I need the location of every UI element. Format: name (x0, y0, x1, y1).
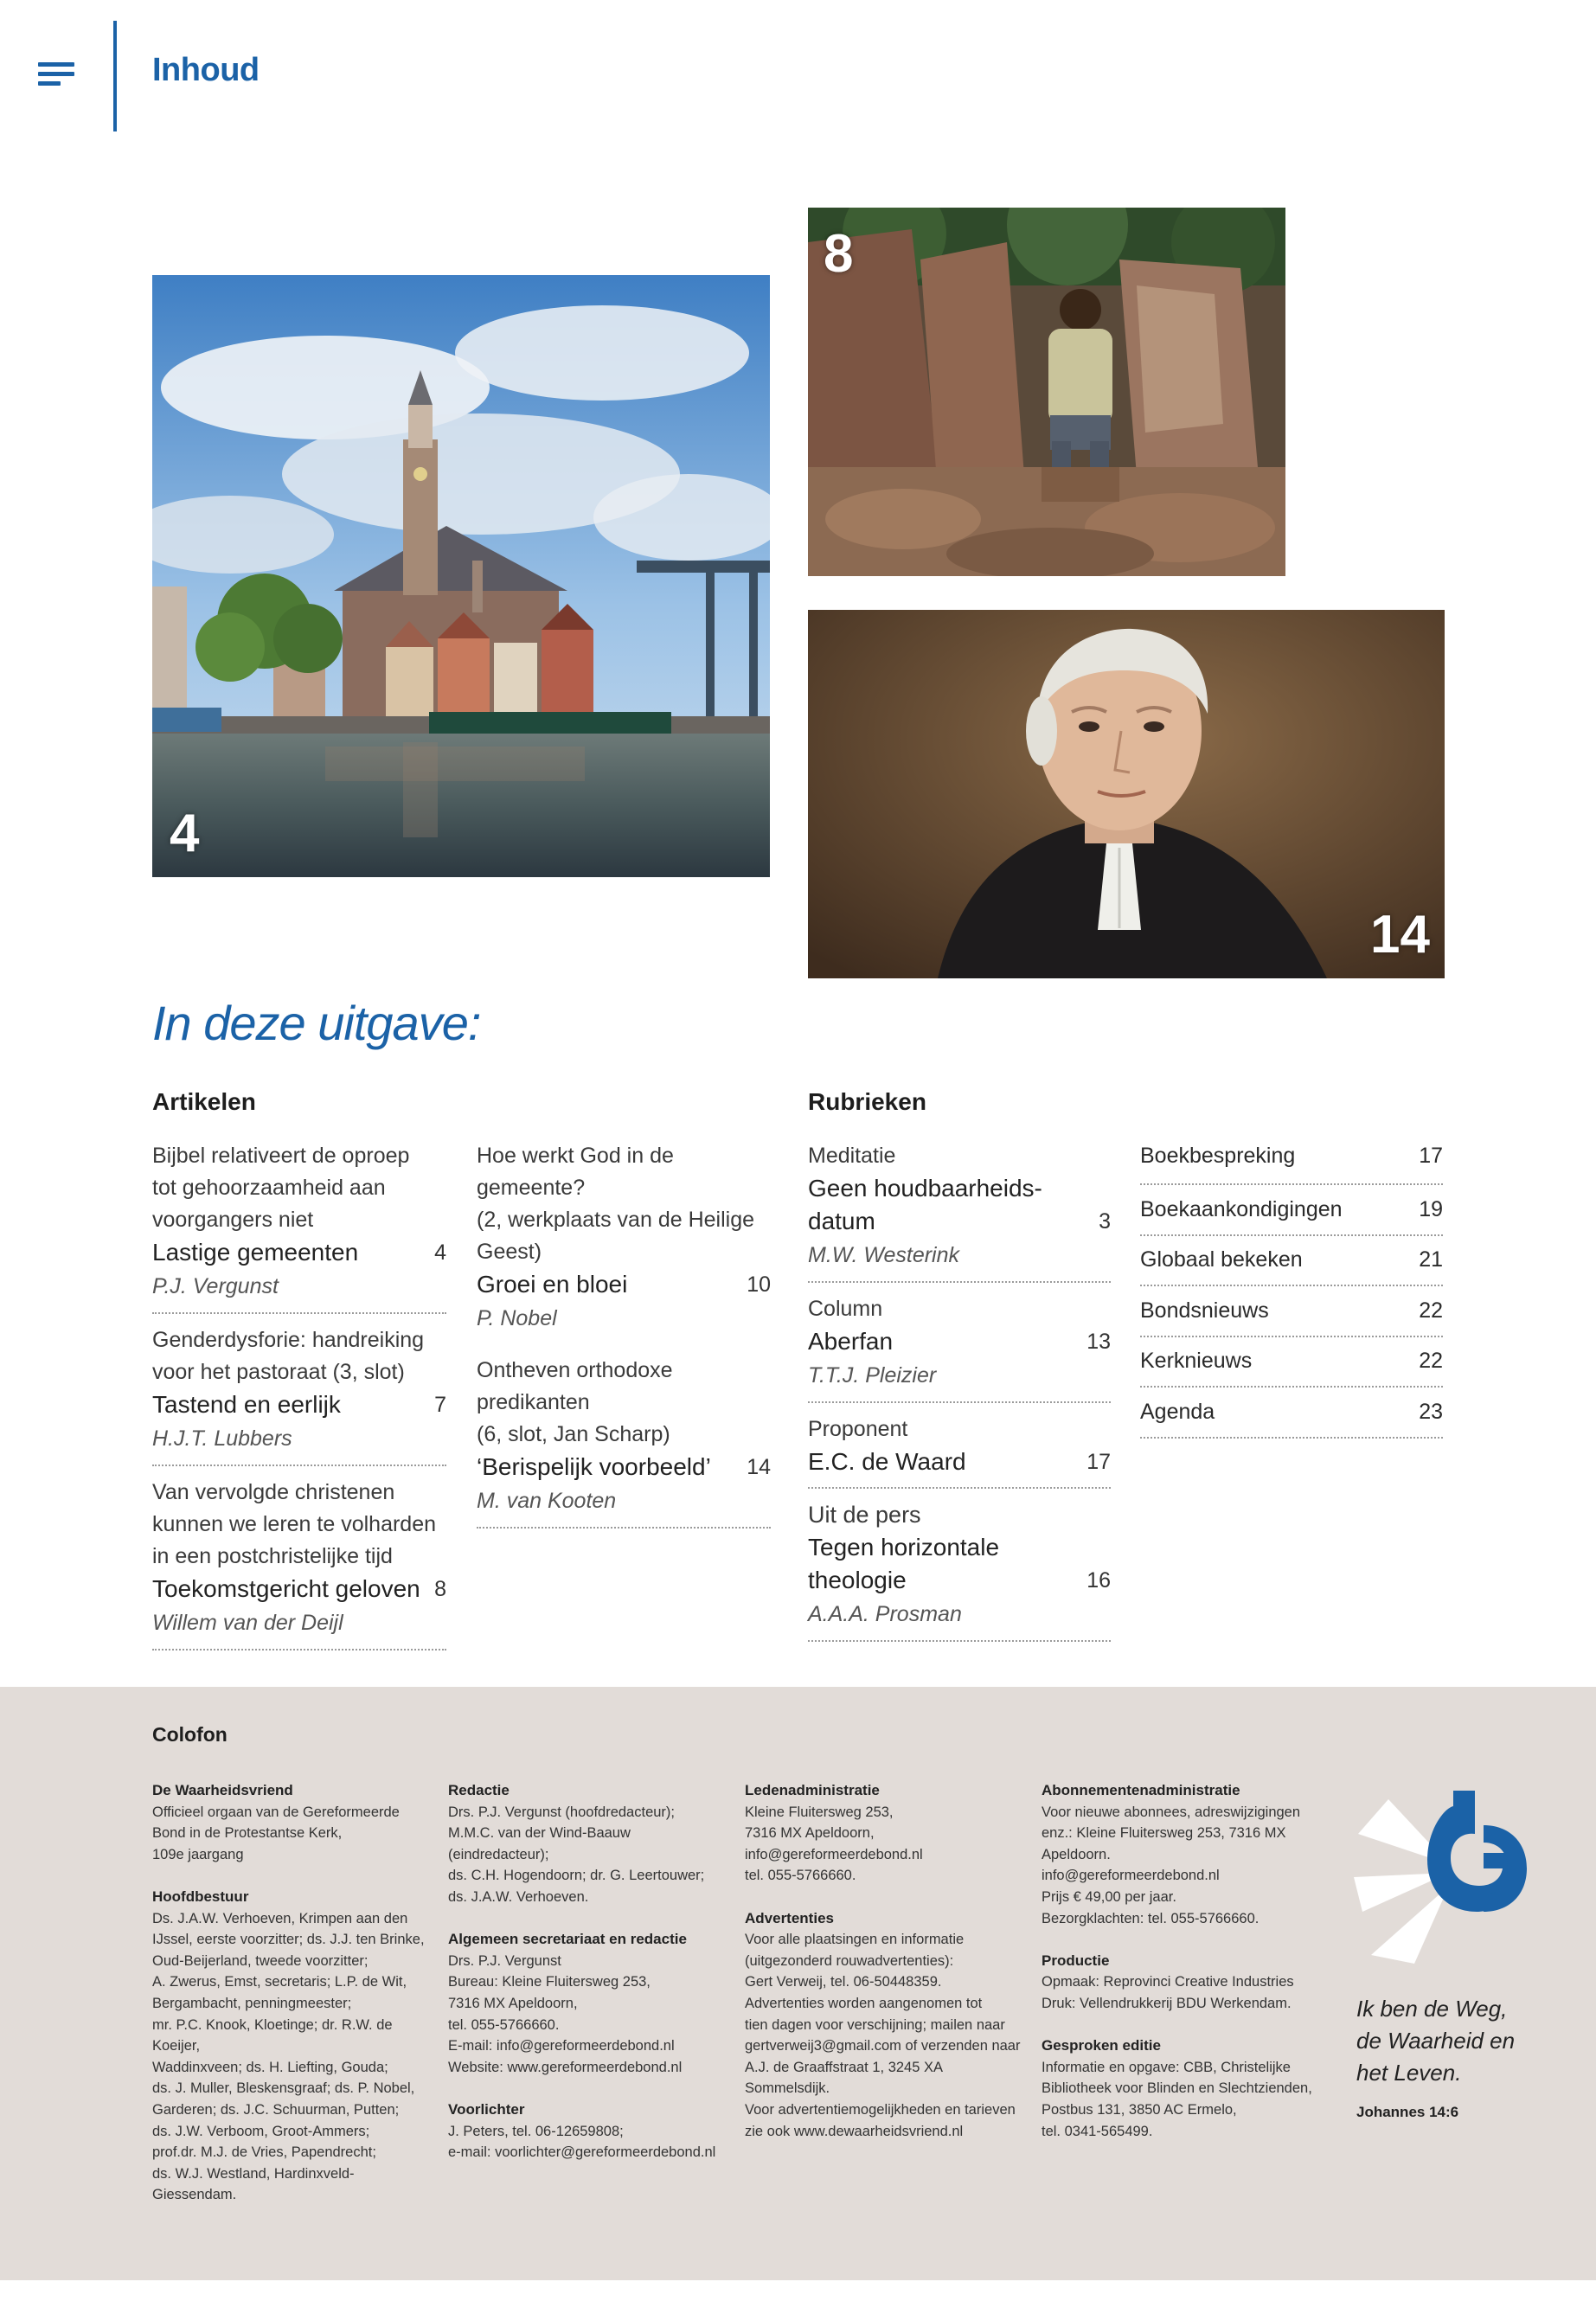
photo-church-harbour[interactable] (152, 275, 770, 877)
portrait-illustration (808, 610, 1445, 978)
colofon-block: Voorlichter J. Peters, tel. 06-12659808; e-mail: voorlichter@gereformeerdebond.nl (448, 2100, 716, 2161)
colofon-block: Redactie Drs. P.J. Vergunst (hoofdredacteur); M.M.C. van der Wind-Baauw (eindredacteur); ds. C.H. Hogendoorn; dr. G. Leertouwer; ds. J.A.W. Verhoeven. (448, 1782, 705, 1905)
rubriek-list-item[interactable]: Boekaankondigingen 19 (1140, 1185, 1443, 1236)
article-author: P. Nobel (477, 1306, 557, 1330)
article-title: Groei en bloei (477, 1271, 628, 1298)
rubriek-kicker: Meditatie (808, 1144, 896, 1168)
page-number-label: 14 (1370, 905, 1430, 965)
articles-column-2 (477, 1140, 771, 1539)
article-title: Tastend en eerlijk (152, 1391, 341, 1418)
article-kicker: Ontheven orthodoxe predikanten (6, slot, Jan Scharp) (477, 1358, 673, 1446)
colofon-block: Algemeen secretariaat en redactie Drs. P.J. Vergunst Bureau: Kleine Fluitersweg 253, 7316 MX Apeldoorn, tel. 055-5766660. E-mail: info@gereformeerdebond.nl Website: www.gereformeerdebond.nl (448, 1931, 687, 2075)
rubriek-kicker: Uit de pers (808, 1502, 921, 1528)
bible-quote: Ik ben de Weg, de Waarheid en het Leven. (1356, 1996, 1516, 2086)
photo-portrait[interactable] (808, 610, 1445, 978)
rubriek-entry[interactable] (808, 1499, 1111, 1642)
rubriek-entry[interactable] (808, 1413, 1111, 1489)
rubriek-title: Geen houdbaarheids- datum (808, 1175, 1042, 1234)
rubrieken-column-1 (808, 1140, 1111, 1652)
menu-icon[interactable] (38, 62, 74, 90)
rubriek-title: E.C. de Waard (808, 1448, 966, 1475)
rubriek-title: Aberfan (808, 1328, 894, 1355)
rubriek-entry[interactable] (808, 1140, 1111, 1283)
ruins-illustration (808, 208, 1285, 576)
article-title: Lastige gemeenten (152, 1239, 359, 1266)
article-page: 7 (434, 1393, 446, 1417)
article-kicker: Bijbel relativeert de oproep tot gehoorzaamheid aan voorgangers niet (152, 1144, 410, 1232)
article-page: 14 (747, 1455, 771, 1479)
colofon-block: Abonnementenadministratie Voor nieuwe abonnees, adreswijzigingen enz.: Kleine Fluitersweg 253, 7316 MX Apeldoorn. info@gereformeerdebond.nl Prijs € 49,00 per jaar. Bezorgklachten: tel. 055-5766660. (1042, 1782, 1301, 1926)
colofon-column-2 (448, 1780, 734, 2184)
rubriek-list-item[interactable]: Globaal bekeken 21 (1140, 1236, 1443, 1287)
rubriek-page: 16 (1086, 1568, 1111, 1593)
rubriek-list-item[interactable]: Boekbespreking 17 (1140, 1140, 1443, 1185)
header-divider (113, 21, 117, 131)
article-kicker: Van vervolgde christenen kunnen we leren te volharden in een postchristelijke tijd (152, 1480, 437, 1568)
colofon-block: De Waarheidsvriend Officieel orgaan van de Gereformeerde Bond in de Protestantse Kerk, 109e jaargang (152, 1782, 400, 1862)
rubriek-list-item[interactable]: Kerknieuws 22 (1140, 1337, 1443, 1388)
rubriek-kicker: Column (808, 1297, 883, 1321)
article-author: H.J.T. Lubbers (152, 1426, 292, 1451)
article-page: 10 (747, 1272, 771, 1297)
article-author: Willem van der Deijl (152, 1611, 343, 1635)
article-page: 8 (434, 1577, 446, 1601)
rubriek-page: 13 (1086, 1330, 1111, 1354)
colofon-block: Gesproken editie Informatie en opgave: CBB, Christelijke Bibliotheek voor Blinden en Slechtzienden, Postbus 131, 3850 AC Ermelo, tel. 0341-565499. (1042, 2037, 1312, 2139)
rubriek-page: 3 (1099, 1209, 1111, 1234)
colofon-column-4 (1042, 1780, 1327, 2163)
colofon-block: Advertenties Voor alle plaatsingen en informatie (uitgezonderd rouwadvertenties): Gert Verweij, tel. 06-50448359. Advertenties worden aangenomen tot tien dagen voor verschijning; mailen naar gertverweij3@gmail.com of verzenden naar A.J. de Graaffstraat 1, 3245 XA Sommelsdijk. Voor advertentiemogelijkheden en tarieven zie ook www.dewaarheidsvriend.nl (745, 1909, 1021, 2139)
article-author: P.J. Vergunst (152, 1274, 279, 1298)
page-title: Inhoud (152, 52, 260, 88)
article-page: 4 (434, 1240, 446, 1265)
article-entry[interactable] (152, 1477, 446, 1650)
colofon-block: Hoofdbestuur Ds. J.A.W. Verhoeven, Krimpen aan den IJssel, eerste voorzitter; ds. J.J. ten Brinke, Oud-Beijerland, tweede voorzitter; A. Zwerus, Emst, secretaris; L.P. de Wit, Bergambacht, penningmeester; mr. P.C. Knook, Kloetinge; dr. R.W. de Koeijer, Waddinxveen; ds. H. Liefting, Gouda; ds. J. Muller, Bleskensgraaf; ds. P. Nobel, Garderen; ds. J.C. Schuurman, Putten; ds. J.W. Verboom, Groot-Ammers; prof.dr. M.J. de Vries, Papendrecht; ds. W.J. Westland, Hardinxveld-Giessendam. (152, 1888, 425, 2203)
article-entry[interactable] (152, 1324, 446, 1466)
colofon-heading: Colofon (152, 1723, 228, 1746)
bible-quote-reference: Johannes 14:6 (1356, 2104, 1459, 2120)
issue-title: In deze uitgave: (152, 996, 481, 1050)
rubriek-author: M.W. Westerink (808, 1243, 960, 1267)
colofon-column-3 (745, 1780, 1030, 2163)
rubriek-author: T.T.J. Pleizier (808, 1363, 937, 1388)
church-harbour-illustration (152, 275, 770, 877)
article-title: Toekomstgericht geloven (152, 1575, 420, 1602)
colofon-section (0, 1687, 1596, 2280)
section-heading-rubrieken: Rubrieken (808, 1088, 926, 1115)
article-author: M. van Kooten (477, 1489, 617, 1513)
page-number-label: 4 (170, 804, 200, 863)
article-title: ‘Berispelijk voorbeeld’ (477, 1453, 711, 1480)
rubriek-entry[interactable] (808, 1293, 1111, 1403)
rubrieken-column-2 (1140, 1140, 1443, 1439)
article-entry[interactable] (152, 1140, 446, 1314)
gereformeerde-bond-logo-icon (1354, 1782, 1527, 1968)
rubriek-list-item[interactable]: Bondsnieuws 22 (1140, 1286, 1443, 1337)
page-number-label: 8 (824, 224, 854, 284)
article-kicker: Genderdysforie: handreiking voor het pastoraat (3, slot) (152, 1328, 425, 1384)
article-entry[interactable] (477, 1355, 771, 1529)
colofon-block: Productie Opmaak: Reprovinci Creative Industries Druk: Vellendrukkerij BDU Werkendam. (1042, 1952, 1294, 2011)
rubriek-author: A.A.A. Prosman (808, 1602, 962, 1626)
article-kicker: Hoe werkt God in de gemeente? (2, werkplaats van de Heilige Geest) (477, 1144, 754, 1264)
article-entry[interactable] (477, 1140, 771, 1344)
colofon-block: Ledenadministratie Kleine Fluitersweg 253, 7316 MX Apeldoorn, info@gereformeerdebond.nl tel. 055-5766660. (745, 1782, 923, 1884)
articles-column-1 (152, 1140, 446, 1661)
rubriek-title: Tegen horizontale theologie (808, 1534, 1000, 1593)
section-heading-artikelen: Artikelen (152, 1088, 256, 1115)
rubriek-page: 17 (1086, 1450, 1111, 1474)
rubriek-kicker: Proponent (808, 1417, 908, 1441)
rubriek-list-item[interactable]: Agenda 23 (1140, 1388, 1443, 1439)
colofon-column-1 (152, 1780, 438, 2227)
photo-ruins[interactable] (808, 208, 1285, 576)
